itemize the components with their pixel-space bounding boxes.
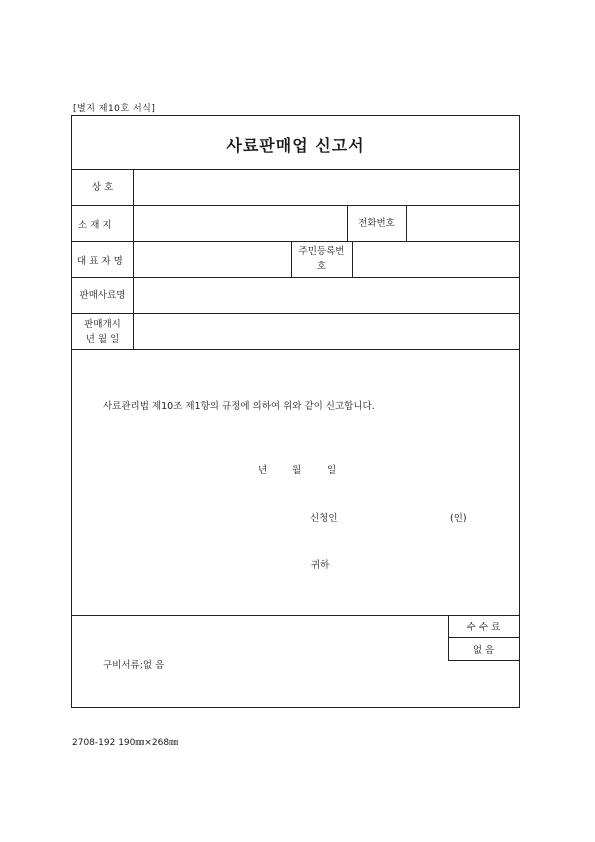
start-date-label-line2: 년 월 일 <box>85 334 120 345</box>
row-divider <box>72 313 519 314</box>
date-month: 월 <box>292 465 302 476</box>
form-print-code: 2708-192 190㎜×268㎜ <box>72 738 179 748</box>
row-divider <box>72 349 519 350</box>
fee-box-divider <box>448 660 519 661</box>
label-column-divider <box>133 169 134 349</box>
seal-mark: (인) <box>450 513 467 524</box>
phone-label: 전화번호 <box>358 218 395 229</box>
fee-label: 수 수 료 <box>466 622 501 633</box>
row-divider <box>72 277 519 278</box>
form-title: 사료판매업 신고서 <box>226 136 365 155</box>
fee-box-divider <box>448 637 519 638</box>
recipient-label: 귀하 <box>311 560 330 571</box>
resident-number-label-line1: 주민등록번 <box>298 246 345 257</box>
row-divider <box>72 241 519 242</box>
row-divider <box>72 615 519 616</box>
cell-divider <box>352 241 353 277</box>
form-number-label: [별지 제10호 서식] <box>73 104 156 114</box>
feed-name-label: 판매사료명 <box>79 290 126 301</box>
resident-number-label-line2: 호 <box>316 261 327 272</box>
required-documents: 구비서류:없 음 <box>103 660 165 671</box>
cell-divider <box>406 205 407 241</box>
start-date-label <box>72 317 133 347</box>
fee-value: 없 음 <box>472 645 495 656</box>
declaration-statement: 사료관리법 제10조 제1항의 규정에 의하여 위와 같이 신고합니다. <box>103 401 375 412</box>
trade-name-label: 상 호 <box>91 182 114 193</box>
row-divider <box>72 205 519 206</box>
representative-label: 대 표 자 명 <box>77 256 123 267</box>
report-form <box>71 115 520 708</box>
applicant-label: 신청인 <box>310 513 338 524</box>
row-divider <box>72 169 519 170</box>
date-day: 일 <box>327 465 337 476</box>
resident-number-label <box>291 244 352 274</box>
location-label: 소 재 지 <box>78 220 112 231</box>
date-year: 년 <box>258 465 268 476</box>
start-date-label-line1: 판매개시 <box>84 319 121 330</box>
